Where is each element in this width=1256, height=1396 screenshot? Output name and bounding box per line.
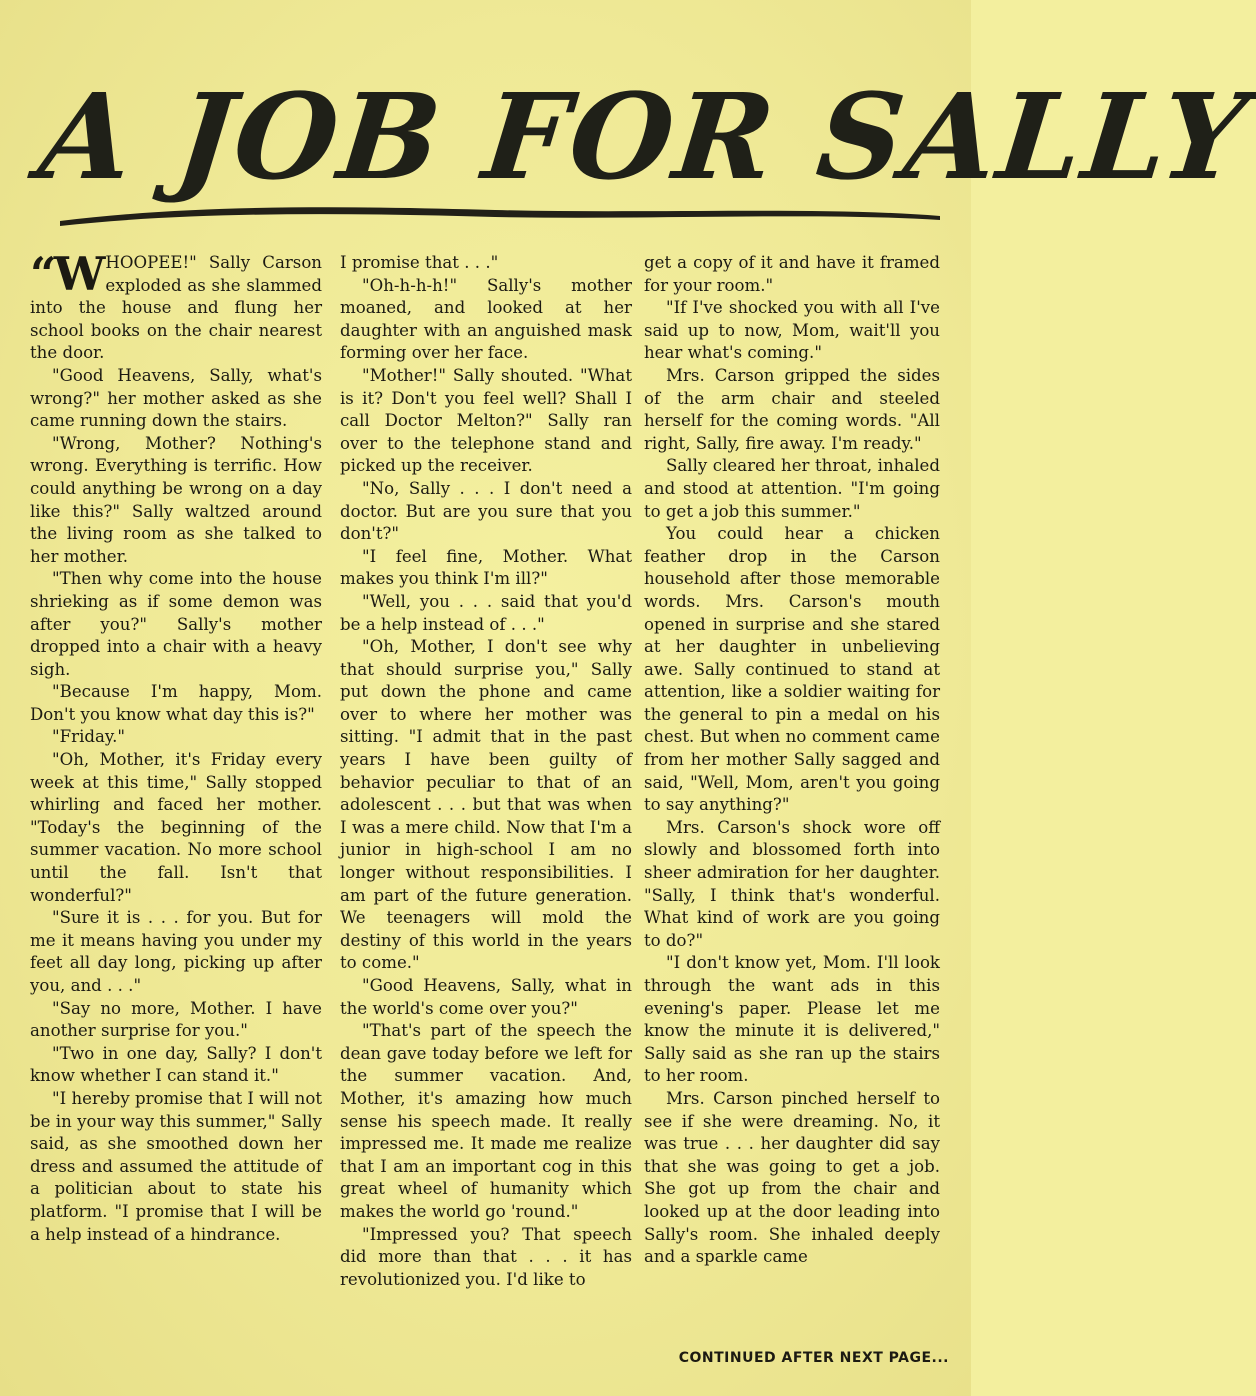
text-column-1: [30, 247, 322, 1344]
paragraph: "If I've shocked you with all I've said up to now, Mom, wait'll you hear what's coming.": [644, 298, 940, 363]
paragraph: "No, Sally . . . I don't need a doctor. But are you sure that you don't?": [340, 478, 632, 544]
paragraph: "Oh, Mother, it's Friday every week at this time," Sally stopped whirling and faced her mother. "Today's the beginning of the summer vacation. No more school until the fall. Isn't that wonderful?": [30, 750, 322, 905]
title-underline-swash: [55, 196, 945, 236]
story-text: [30, 247, 942, 1347]
drop-cap: “W: [30, 247, 102, 301]
paragraph: "Say no more, Mother. I have another surprise for you.": [30, 998, 322, 1041]
story-title: A JOB FOR SALLY: [33, 67, 1256, 206]
paragraph: Sally cleared her throat, inhaled and stood at attention. "I'm going to get a job this summer.": [644, 456, 940, 521]
paragraph: Mrs. Carson pinched herself to see if she were dreaming. No, it was true . . . her daughter did say that she was going to get a job. She got up from the chair and looked up at the door leading into Sally's room. She inhaled deeply and a sparkle came: [644, 1088, 940, 1267]
paragraph: "Well, you . . . said that you'd be a help instead of . . .": [340, 591, 632, 634]
paragraph: get a copy of it and have it framed for your room.": [644, 253, 940, 295]
paragraph: I promise that . . .": [340, 253, 499, 272]
paragraph: "Good Heavens, Sally, what in the world's come over you?": [340, 976, 632, 1018]
paragraph: "I don't know yet, Mom. I'll look through the want ads in this evening's paper. Please let me know the minute it is delivered," Sally said as she ran up the stairs to her room.: [644, 953, 940, 1086]
paragraph: "Wrong, Mother? Nothing's wrong. Everything is terrific. How could anything be wrong on a day like this?" Sally waltzed around the living room as she talked to her mother.: [30, 433, 322, 566]
paragraph: "I feel fine, Mother. What makes you think I'm ill?": [340, 546, 632, 589]
paragraph: "Two in one day, Sally? I don't know whether I can stand it.": [30, 1043, 322, 1086]
opening-paragraph: [30, 247, 322, 365]
text-column-3: [644, 252, 940, 1344]
paragraph: Mrs. Carson's shock wore off slowly and blossomed forth into sheer admiration for her daughter. "Sally, I think that's wonderful. What kind of work are you going to do?": [644, 817, 940, 950]
paragraph: "Mother!" Sally shouted. "What is it? Don't you feel well? Shall I call Doctor Melton?" Sally ran over to the telephone stand and picked up the receiver.: [340, 365, 632, 476]
paragraph: "That's part of the speech the dean gave today before we left for the summer vacation. And, Mother, it's amazing how much sense his speech made. It really impressed me. It made me realize that I am an important cog in this great wheel of humanity which makes the world go 'round.": [340, 1021, 632, 1221]
paragraph: "Sure it is . . . for you. But for me it means having you under my feet all day long, picking up after you, and . . .": [30, 908, 322, 995]
continued-notice: CONTINUED AFTER NEXT PAGE...: [678, 1350, 949, 1366]
paragraph: Mrs. Carson gripped the sides of the arm chair and steeled herself for the coming words. "All right, Sally, fire away. I'm ready.": [644, 365, 940, 453]
text-column-2: [340, 252, 632, 1344]
paragraph: "I hereby promise that I will not be in your way this summer," Sally said, as she smoothed down her dress and assumed the attitude of a politician about to state his platform. "I promise that I will be a help instead of a hindrance.: [30, 1088, 322, 1244]
paragraph: "Then why come into the house shrieking as if some demon was after you?" Sally's mother dropped into a chair with a heavy sigh.: [30, 569, 322, 679]
paragraph: "Because I'm happy, Mom. Don't you know what day this is?": [30, 682, 322, 724]
paragraph: "Friday.": [52, 727, 125, 747]
paragraph: "Impressed you? That speech did more than that . . . it has revolutionized you. I'd like to: [340, 1224, 632, 1289]
paragraph: "Good Heavens, Sally, what's wrong?" her mother asked as she came running down the stairs.: [30, 365, 322, 431]
paragraph: You could hear a chicken feather drop in the Carson household after those memorable words. Mrs. Carson's mouth opened in surprise and she stared at her daughter in unbelieving awe. Sally continued to stand at attention, like a soldier waiting for the general to pin a medal on his chest. But when no comment came from her mother Sally sagged and said, "Well, Mom, aren't you going to say anything?": [644, 524, 940, 815]
paragraph: "Oh-h-h-h!" Sally's mother moaned, and looked at her daughter with an anguished mask forming over her face.: [340, 275, 632, 363]
paragraph-text: HOOPEE!" Sally Carson exploded as she slammed into the house and flung her school books on the chair nearest the door.: [30, 253, 322, 363]
paragraph: "Oh, Mother, I don't see why that should surprise you," Sally put down the phone and came over to where her mother was sitting. "I admit that in the past years I have been guilty of behavior peculiar to that of an adolescent . . . but that was when I was a mere child. Now that I'm a junior in high-school I am no longer without responsibilities. I am part of the future generation. We teenagers will mold the destiny of this world in the years to come.": [340, 637, 632, 973]
